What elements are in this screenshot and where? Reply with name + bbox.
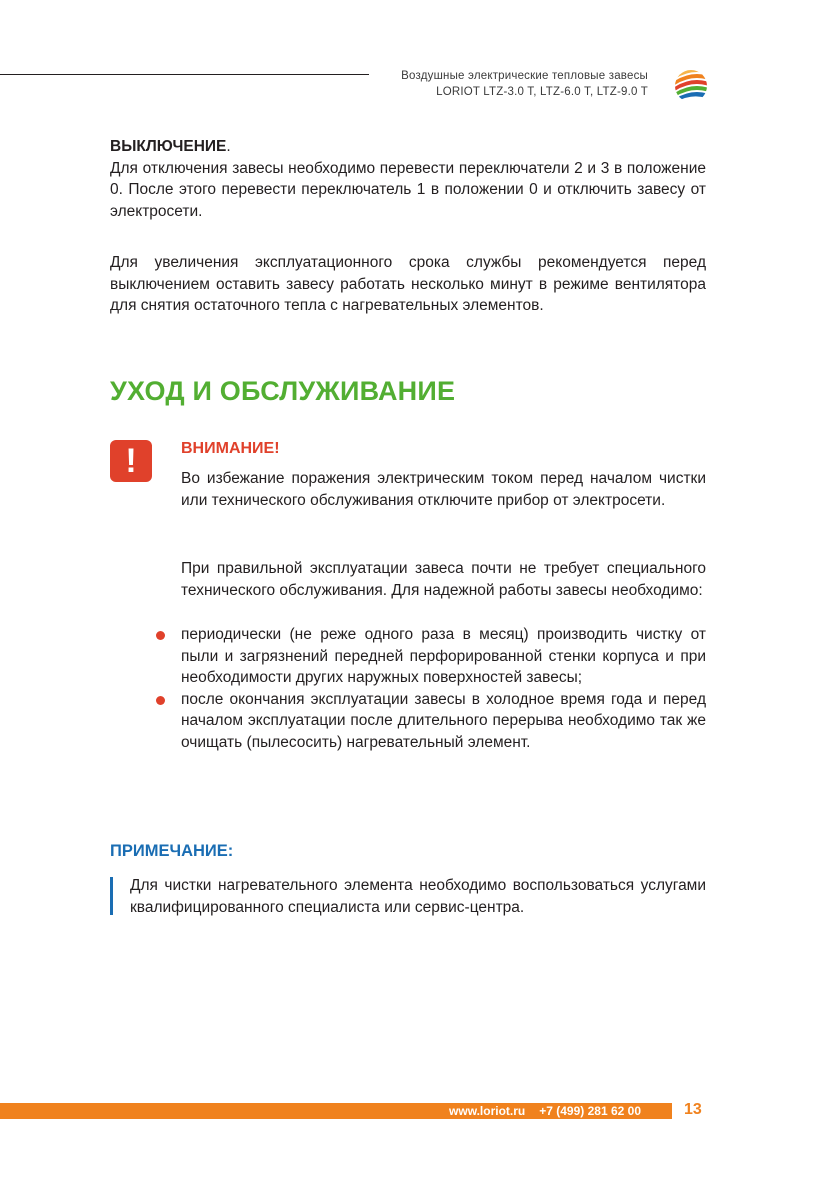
note-text: Для чистки нагревательного элемента необходимо воспользоваться услугами квалифицированного специалиста или сервис-центра. [130, 877, 706, 916]
maintenance-list [181, 624, 706, 753]
footer-contacts [449, 1103, 641, 1119]
list-item-text: периодически (не реже одного раза в месяц) производить чистку от пыли и загрязнений передней перфорированной стенки корпуса и при необходимости других наружных поверхностей завесы; [181, 626, 706, 686]
shutdown-block [110, 136, 706, 222]
shutdown-title-punct: . [226, 138, 231, 155]
shutdown-text: Для отключения завесы необходимо перевести переключатели 2 и 3 в положение 0. После этого перевести переключатель 1 в положении 0 и отключить завесу от электросети. [110, 159, 706, 220]
maintenance-intro: При правильной эксплуатации завеса почти не требует специального технического обслуживания. Для надежной работы завесы необходимо: [181, 560, 706, 599]
bullet-dot-icon [156, 631, 165, 640]
warning-text: Во избежание поражения электрическим током перед началом чистки или технического обслуживания отключите прибор от электросети. [181, 470, 706, 509]
header-title [401, 68, 648, 100]
warning-title: ВНИМАНИЕ! [181, 440, 280, 457]
list-item-text: после окончания эксплуатации завесы в холодное время года и перед началом эксплуатации после длительного перерыва необходимо так же очищать (пылесосить) нагревательный элемент. [181, 690, 706, 751]
footer-website-link[interactable]: www.loriot.ru [449, 1104, 526, 1118]
section-title-care: УХОД И ОБСЛУЖИВАНИЕ [110, 376, 456, 406]
footer-phone: +7 (499) 281 62 00 [539, 1104, 641, 1118]
loriot-logo-icon [673, 68, 709, 104]
shutdown-title: ВЫКЛЮЧЕНИЕ [110, 138, 227, 155]
list-item [181, 624, 706, 689]
header-line-2: LORIOT LTZ-3.0 T, LTZ-6.0 T, LTZ-9.0 T [436, 86, 648, 98]
note-accent-bar [110, 877, 113, 915]
bullet-dot-icon [156, 696, 165, 705]
note-title: ПРИМЕЧАНИЕ: [110, 842, 234, 860]
list-item [181, 689, 706, 754]
header-rule [0, 74, 369, 75]
exclamation-icon: ! [110, 440, 152, 482]
shutdown-recommendation: Для увеличения эксплуатационного срока службы рекомендуется перед выключением оставить завесу работать несколько минут в режиме вентилятора для снятия остаточного тепла с нагревательных элементов. [110, 254, 706, 314]
page-number: 13 [684, 1101, 702, 1118]
header-line-1: Воздушные электрические тепловые завесы [401, 70, 648, 82]
